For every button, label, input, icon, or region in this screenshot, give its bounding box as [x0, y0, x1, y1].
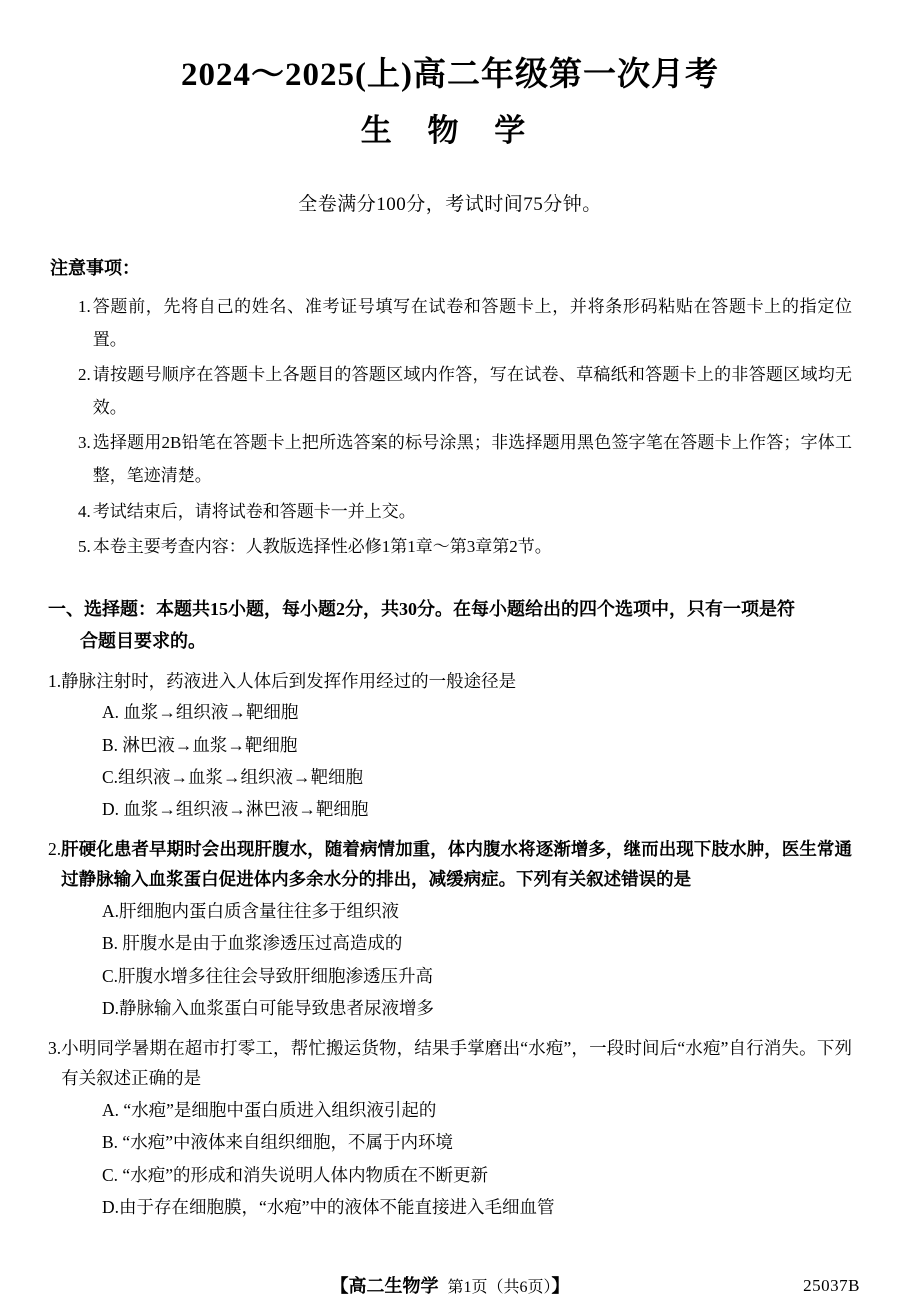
question-1: [48, 666, 852, 826]
subject-title: 生 物 学: [360, 112, 540, 148]
option-d: D.由于存在细胞膜，“水疱”中的液体不能直接进入毛细血管: [102, 1196, 555, 1217]
section-heading: [48, 593, 852, 658]
question-stem: [48, 666, 852, 697]
option-c: C.肝腹水增多往往会导致肝细胞渗透压升高: [102, 965, 434, 986]
notice-item-number: 5.: [78, 536, 91, 556]
question-text: 静脉注射时，药液进入人体后到发挥作用经过的一般途径是: [61, 670, 517, 691]
question-stem: [48, 834, 852, 895]
option-a: A. “水疱”是细胞中蛋白质进入组织液引起的: [102, 1099, 437, 1120]
option-b: B. 肝腹水是由于血浆渗透压过高造成的: [102, 933, 403, 954]
footer-bracket-right: 】: [551, 1276, 570, 1296]
notice-item-text: 考试结束后，请将试卷和答题卡一并上交。: [92, 501, 416, 521]
question-number: 1.: [48, 670, 62, 691]
notice-item-number: 4.: [78, 501, 91, 521]
notice-item-text: 选择题用2B铅笔在答题卡上把所选答案的标号涂黑；非选择题用黑色签字笔在答题卡上作答；字体工整，笔迹清楚。: [92, 433, 852, 486]
option-d: D. 血浆→组织液→淋巴液→靶细胞: [102, 799, 369, 820]
question-number: 2.: [48, 838, 62, 859]
notice-item-text: 答题前，先将自己的姓名、准考证号填写在试卷和答题卡上，并将条形码粘贴在答题卡上的指定位置。: [92, 296, 852, 349]
notice-list: [48, 290, 852, 563]
option-b: B. 淋巴液→血浆→靶细胞: [102, 734, 298, 755]
notice-item: [78, 358, 852, 424]
notice-item-number: 2.: [78, 365, 91, 385]
notice-item-number: 3.: [78, 433, 91, 453]
footer-center: [330, 1272, 569, 1298]
page-title: 2024～2025(上)高二年级第一次月考: [181, 57, 719, 93]
option-c: C.组织液→血浆→组织液→靶细胞: [102, 767, 364, 788]
notice-item-text: 本卷主要考查内容：人教版选择性必修1第1章～第3章第2节。: [92, 536, 552, 556]
page-footer: [0, 1266, 900, 1300]
notice-item-text: 请按题号顺序在答题卡上各题目的答题区域内作答，写在试卷、草稿纸和答题卡上的非答题区域均无效。: [92, 365, 852, 418]
option-a: A. 血浆→组织液→靶细胞: [102, 702, 299, 723]
footer-paper-code: 25037B: [803, 1276, 860, 1295]
question-2: [48, 834, 852, 1025]
notice-item: [78, 530, 852, 563]
section-heading-line1: 一、选择题：本题共15小题，每小题2分，共30分。在每小题给出的四个选项中，只有一项是符: [48, 598, 795, 619]
notice-item: [78, 495, 852, 528]
question-text: 肝硬化患者早期时会出现肝腹水，随着病情加重，体内腹水将逐渐增多，继而出现下肢水肿，医生常通过静脉输入血浆蛋白促进体内多余水分的排出，减缓病症。下列有关叙述错误的是: [61, 838, 852, 890]
question-3: [48, 1033, 852, 1224]
notice-item: [78, 426, 852, 492]
section-heading-line2: 合题目要求的。: [80, 631, 206, 652]
notice-heading: 注意事项：: [50, 257, 140, 278]
option-c: C. “水疱”的形成和消失说明人体内物质在不断更新: [102, 1164, 488, 1185]
exam-info: 全卷满分100分，考试时间75分钟。: [298, 193, 602, 215]
option-b: B. “水疱”中液体来自组织细胞，不属于内环境: [102, 1132, 453, 1153]
option-a: A.肝细胞内蛋白质含量往往多于组织液: [102, 901, 400, 922]
notice-item: [78, 290, 852, 356]
question-text: 小明同学暑期在超市打零工，帮忙搬运货物，结果手掌磨出“水疱”，一段时间后“水疱”自行消失。下列有关叙述正确的是: [61, 1037, 852, 1089]
question-stem: [48, 1033, 852, 1094]
notice-item-number: 1.: [78, 296, 91, 316]
footer-bracket-left: 【: [330, 1276, 349, 1296]
footer-page-number: 第1页（共6页）: [447, 1279, 552, 1296]
question-number: 3.: [48, 1037, 62, 1058]
footer-label: 高二生物学: [348, 1276, 439, 1296]
option-d: D.静脉输入血浆蛋白可能导致患者尿液增多: [102, 998, 435, 1019]
